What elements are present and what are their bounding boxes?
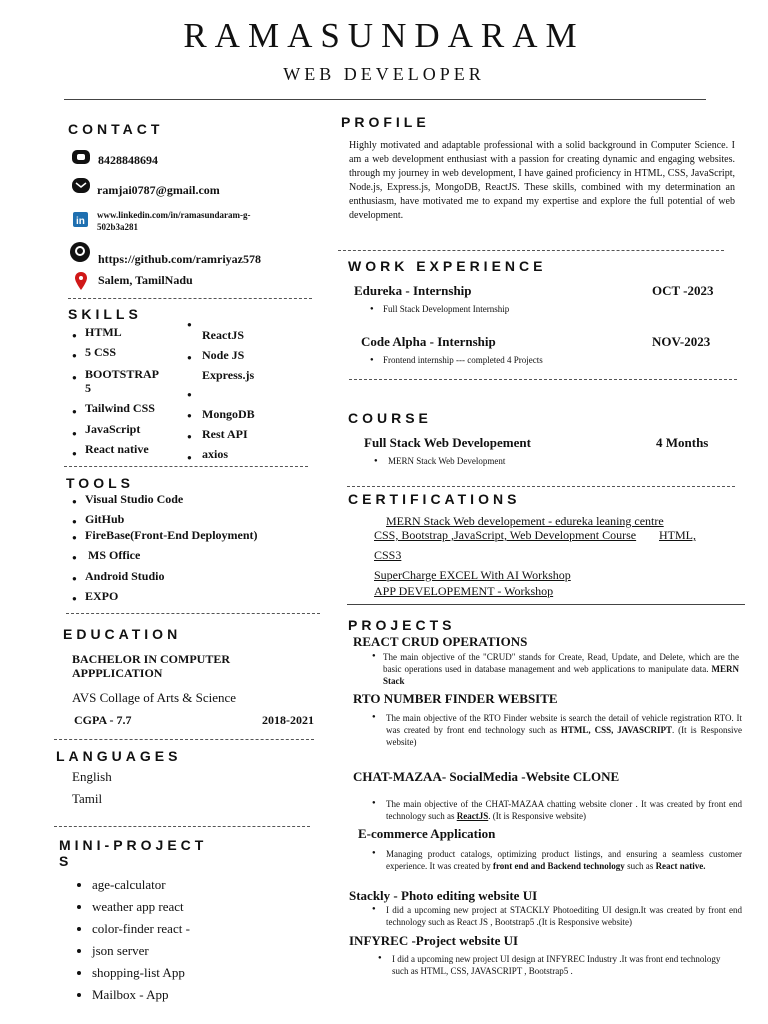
project-tech: MERN Stack bbox=[383, 664, 739, 686]
skill-item: ReactJS bbox=[202, 328, 244, 342]
bullet: ● bbox=[372, 800, 376, 806]
resume-title: WEB DEVELOPER bbox=[283, 64, 485, 84]
project-text: I did a upcoming new project UI design at INFYREC Industry .It was front end technology such as HTML, CSS, JAVASCRIPT , Bootstrap5 . bbox=[392, 954, 721, 976]
project-tech: front end and Backend technology bbox=[492, 861, 625, 871]
divider bbox=[349, 379, 737, 380]
bullet: ● bbox=[72, 574, 77, 583]
mini-projects-heading-line-1: MINI-PROJECT bbox=[59, 837, 208, 853]
divider bbox=[66, 613, 320, 614]
profile-heading: PROFILE bbox=[341, 114, 430, 130]
bullet: ● bbox=[372, 850, 376, 856]
mini-project-item: • age-calculator bbox=[92, 874, 190, 896]
course-detail: MERN Stack Web Development bbox=[388, 456, 506, 466]
tool-item: MS Office bbox=[88, 548, 141, 562]
bullet: ● bbox=[72, 449, 77, 458]
bullet: ● bbox=[72, 553, 77, 562]
certification-item[interactable]: APP DEVELOPEMENT - Workshop bbox=[374, 584, 554, 598]
github-icon bbox=[70, 242, 90, 262]
course-heading: COURSE bbox=[348, 410, 432, 426]
linkedin-line-2: 502b3a281 bbox=[97, 222, 139, 232]
project-text-tail: . (It is Responsive website) bbox=[386, 725, 743, 747]
project-tech: HTML, CSS, JAVASCRIPT bbox=[560, 725, 672, 735]
project-text bbox=[386, 712, 742, 748]
contact-email[interactable]: ramjai0787@gmail.com bbox=[97, 183, 220, 197]
education-years: 2018-2021 bbox=[262, 713, 314, 727]
divider bbox=[54, 739, 314, 740]
contact-location: Salem, TamilNadu bbox=[98, 273, 193, 287]
skill-item: 5 bbox=[85, 381, 91, 395]
header-divider bbox=[64, 99, 706, 100]
resume-name: RAMASUNDARAM bbox=[183, 16, 585, 55]
svg-text:in: in bbox=[76, 216, 85, 227]
degree-line-2: APPPLICATION bbox=[72, 666, 163, 680]
education-degree bbox=[72, 652, 230, 680]
degree-line-1: BACHELOR IN COMPUTER bbox=[72, 652, 231, 666]
work-heading: WORK EXPERIENCE bbox=[348, 258, 547, 274]
project-text-body: The main objective of the CHAT-MAZAA chatting website cloner . It was created by front end technology such as bbox=[386, 799, 742, 821]
bullet: ● bbox=[374, 458, 378, 464]
bullet: ● bbox=[72, 407, 77, 416]
education-cgpa: CGPA - 7.7 bbox=[74, 713, 132, 727]
certification-item[interactable]: CSS, Bootstrap ,JavaScript, Web Development Course bbox=[374, 528, 637, 542]
languages-heading: LANGUAGES bbox=[56, 748, 182, 764]
project-title: INFYREC -Project website UI bbox=[349, 933, 519, 948]
project-text-body: The main objective of the "CRUD" stands for Create, Read, Update, and Delete, which are the basic operations used in database management and web applications to manipulate data. bbox=[383, 652, 739, 674]
bullet: ● bbox=[72, 373, 77, 382]
job-title: Edureka - Internship bbox=[354, 283, 472, 298]
bullet: ● bbox=[187, 453, 192, 462]
skill-item: React native bbox=[85, 442, 149, 456]
bullet: ● bbox=[370, 357, 374, 363]
certifications-heading: CERTIFICATIONS bbox=[348, 491, 521, 507]
bullet: ● bbox=[372, 714, 376, 720]
project-tech: ReactJS bbox=[456, 811, 489, 821]
job-title: Code Alpha - Internship bbox=[361, 334, 496, 349]
mini-project-item: • shopping-list App bbox=[92, 962, 190, 984]
project-text: I did a upcoming new project at STACKLY Photoediting UI design.It was created by front end technology such as React JS , Bootstrap5 .(It is Responsive website) bbox=[386, 905, 742, 927]
job-detail: Full Stack Development Internship bbox=[383, 304, 510, 314]
education-college: AVS Collage of Arts & Science bbox=[72, 690, 237, 705]
tool-item: EXPO bbox=[85, 589, 119, 603]
project-title: RTO NUMBER FINDER WEBSITE bbox=[353, 691, 558, 706]
project-tech: React native. bbox=[655, 861, 706, 871]
bullet: ● bbox=[187, 353, 192, 362]
contact-heading: CONTACT bbox=[68, 121, 164, 137]
skills-heading: SKILLS bbox=[68, 306, 142, 322]
mini-project-item: • Mailbox - App bbox=[92, 984, 190, 1006]
language-item: Tamil bbox=[72, 791, 103, 806]
divider bbox=[347, 486, 735, 487]
job-detail: Frontend internship --- completed 4 Projects bbox=[383, 355, 543, 365]
skill-item: Node JS bbox=[202, 348, 245, 362]
phone-icon bbox=[72, 150, 90, 164]
language-item: English bbox=[72, 769, 112, 784]
bullet: ● bbox=[72, 594, 77, 603]
certification-item[interactable]: CSS3 bbox=[374, 548, 402, 562]
divider bbox=[68, 298, 312, 299]
project-text-body: Managing product catalogs, optimizing product listings, and ensuring a seamless customer experience. It was created by bbox=[386, 849, 742, 871]
bullet: ● bbox=[372, 653, 376, 659]
divider bbox=[347, 604, 745, 605]
skill-item: BOOTSTRAP bbox=[85, 367, 160, 381]
job-date: OCT -2023 bbox=[652, 283, 714, 298]
bullet: ● bbox=[72, 517, 77, 526]
project-title: CHAT-MAZAA- SocialMedia -Website CLONE bbox=[353, 769, 620, 784]
bullet: ● bbox=[72, 429, 77, 438]
skill-item: Tailwind CSS bbox=[85, 401, 155, 415]
skill-item: HTML bbox=[85, 325, 122, 339]
projects-heading: PROJECTS bbox=[348, 617, 456, 633]
bullet: ● bbox=[72, 497, 77, 506]
tool-item: Android Studio bbox=[85, 569, 165, 583]
profile-text: Highly motivated and adaptable professional with a solid background in Computer Science. I am a web development enthusiast with a passion for creating dynamic and engaging websites. through my journey in web development, I have gained proficiency in HTML, CSS, JavaScript, Node.js, Express.js, MongoDB, ReactJS. These skills, combined with my determination an enthusiasm, have motivated me to expand my expertise and explore the full potential of web development. bbox=[349, 140, 735, 221]
skill-item: axios bbox=[202, 447, 229, 461]
project-text bbox=[386, 848, 742, 872]
mini-projects-heading-line-2: S bbox=[59, 853, 73, 869]
divider bbox=[338, 250, 724, 251]
education-heading: EDUCATION bbox=[63, 626, 182, 642]
location-pin-icon bbox=[75, 272, 87, 290]
course-title: Full Stack Web Developement bbox=[364, 435, 531, 450]
project-text bbox=[386, 798, 742, 822]
tool-item: FireBase(Front-End Deployment) bbox=[85, 528, 258, 542]
bullet: ● bbox=[72, 351, 77, 360]
divider bbox=[54, 826, 310, 827]
tools-heading: TOOLS bbox=[66, 475, 134, 491]
bullet: ● bbox=[187, 432, 192, 441]
course-duration: 4 Months bbox=[656, 435, 709, 450]
project-title: E-commerce Application bbox=[358, 826, 496, 841]
skill-item: MongoDB bbox=[202, 407, 255, 421]
divider bbox=[64, 466, 308, 467]
bullet: ● bbox=[72, 533, 77, 542]
bullet: ● bbox=[370, 306, 374, 312]
mini-projects-list bbox=[72, 874, 190, 1006]
certification-item[interactable]: HTML, bbox=[659, 528, 696, 542]
project-title: Stackly - Photo editing website UI bbox=[349, 888, 538, 903]
project-text-tail: . (It is Responsive website) bbox=[488, 811, 586, 821]
skill-item: Express.js bbox=[202, 368, 255, 382]
linkedin-line-1: www.linkedin.com/in/ramasundaram-g- bbox=[97, 210, 251, 220]
mini-projects-heading bbox=[59, 837, 207, 869]
certification-item[interactable]: MERN Stack Web developement - edureka leaning centre bbox=[386, 514, 664, 528]
skill-item: 5 CSS bbox=[85, 345, 117, 359]
project-title: REACT CRUD OPERATIONS bbox=[353, 634, 528, 649]
project-text-mid: such as bbox=[627, 861, 654, 871]
linkedin-icon bbox=[73, 212, 88, 227]
bullet: ● bbox=[187, 390, 192, 399]
job-date: NOV-2023 bbox=[652, 334, 711, 349]
mini-project-item: • json server bbox=[92, 940, 190, 962]
certification-item[interactable]: SuperCharge EXCEL With AI Workshop bbox=[374, 568, 571, 582]
mini-project-item: • color-finder react - bbox=[92, 918, 190, 940]
skill-item: Rest API bbox=[202, 427, 248, 441]
skill-item: JavaScript bbox=[85, 422, 141, 436]
email-icon bbox=[72, 178, 90, 193]
contact-phone[interactable]: 8428848694 bbox=[98, 153, 158, 167]
bullet: ● bbox=[378, 955, 382, 961]
bullet: ● bbox=[187, 320, 192, 329]
project-text-body: The main objective of the RTO Finder website is search the detail of vehicle registration RTO. It was created by front end technology such as bbox=[386, 713, 742, 735]
tool-item: GitHub bbox=[85, 512, 125, 526]
project-text bbox=[383, 651, 739, 687]
bullet: ● bbox=[372, 906, 376, 912]
contact-github[interactable]: https://github.com/ramriyaz578 bbox=[98, 252, 261, 266]
contact-linkedin[interactable] bbox=[97, 209, 251, 233]
bullet: ● bbox=[187, 411, 192, 420]
mini-project-item: • weather app react bbox=[92, 896, 190, 918]
tool-item: Visual Studio Code bbox=[85, 492, 184, 506]
bullet: ● bbox=[72, 331, 77, 340]
